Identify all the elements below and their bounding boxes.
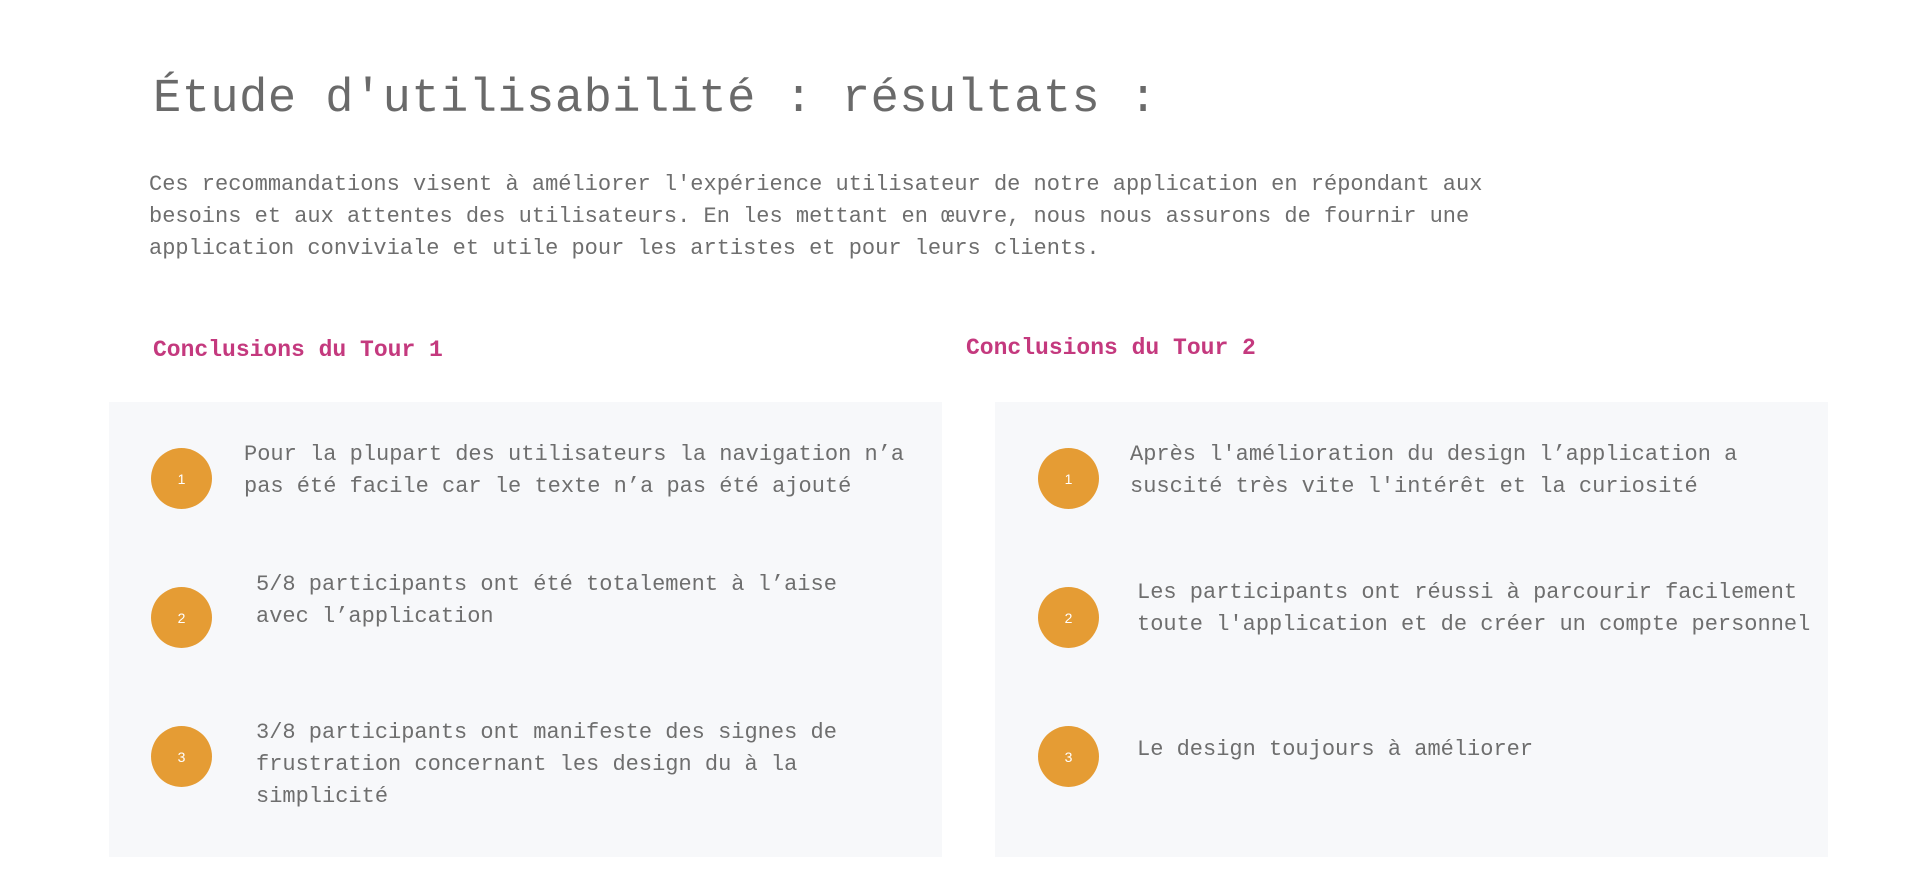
- number-badge: 3: [1038, 726, 1099, 787]
- tour2-item-1-text: Après l'amélioration du design l’application a suscité très vite l'intérêt et la curiosité: [1130, 442, 1738, 499]
- intro-paragraph: Ces recommandations visent à améliorer l'expérience utilisateur de notre application en répondant aux besoins et aux attentes des utilisateurs. En les mettant en œuvre, nous nous assurons de fournir une application conviviale et utile pour les artistes et pour leurs clients.: [149, 172, 1483, 261]
- number-badge: 1: [1038, 448, 1099, 509]
- tour1-item-1-text: Pour la plupart des utilisateurs la navigation n’a pas été facile car le texte n’a pas été ajouté: [244, 442, 905, 499]
- number-badge: 1: [151, 448, 212, 509]
- number-badge: 2: [151, 587, 212, 648]
- tour2-item-2-text: Les participants ont réussi à parcourir facilement toute l'application et de créer un compte personnel: [1137, 580, 1811, 637]
- number-badge: 2: [1038, 587, 1099, 648]
- number-badge: 3: [151, 726, 212, 787]
- tour1-item-2-text: 5/8 participants ont été totalement à l’aise avec l’application: [256, 572, 837, 629]
- tour2-item-3-text: Le design toujours à améliorer: [1137, 737, 1534, 762]
- page-title: Étude d'utilisabilité : résultats :: [153, 73, 1158, 126]
- tour1-item-3-text: 3/8 participants ont manifeste des signes de frustration concernant les design du à la simplicité: [256, 720, 837, 809]
- tour1-heading: Conclusions du Tour 1: [153, 337, 443, 363]
- tour2-heading: Conclusions du Tour 2: [966, 335, 1256, 361]
